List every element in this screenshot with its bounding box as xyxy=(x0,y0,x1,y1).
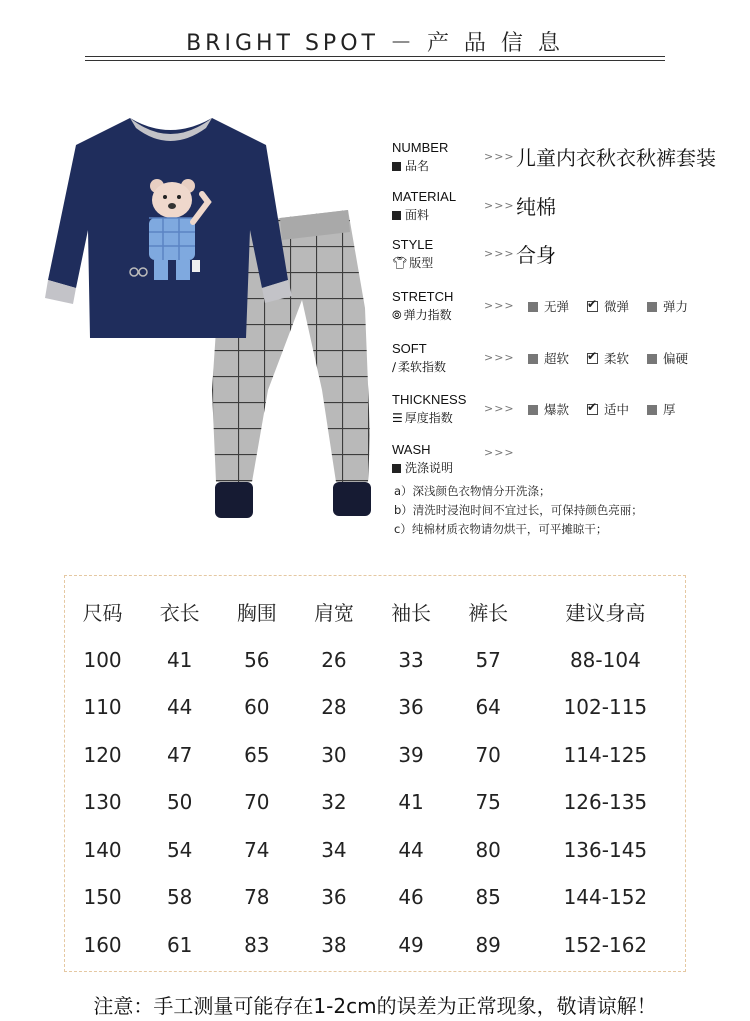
info-en-label: THICKNESS xyxy=(392,392,467,407)
option-elastic: 弹力 xyxy=(647,297,688,315)
option-stiff: 偏硬 xyxy=(647,349,688,367)
header-chest: 胸围 xyxy=(236,600,277,625)
stretch-icon: ⦾ xyxy=(392,308,402,322)
info-en-label: SOFT xyxy=(392,341,427,356)
option-hot: 爆款 xyxy=(528,400,569,418)
info-row-style xyxy=(392,237,742,281)
thickness-options xyxy=(528,400,690,418)
option-medium: ✔ 适中 xyxy=(587,400,629,418)
table-header-row xyxy=(64,586,684,636)
checkbox-checked-icon xyxy=(587,353,598,364)
wash-instructions xyxy=(394,482,643,539)
layers-icon: ☰ xyxy=(392,411,403,425)
table-row: 100 41 56 26 33 57 88-104 xyxy=(83,647,641,672)
material-value: 纯棉 xyxy=(516,195,556,219)
header-shoulder: 肩宽 xyxy=(313,600,354,625)
option-super-soft: 超软 xyxy=(528,349,569,367)
info-cn-label: 版型 xyxy=(409,256,434,270)
arrow-icon: >>> xyxy=(484,150,515,163)
table-row: 140 54 74 34 44 80 136-145 xyxy=(83,837,648,862)
arrow-icon: >>> xyxy=(484,351,515,364)
checkbox-icon xyxy=(647,354,657,364)
checkbox-checked-icon xyxy=(587,301,598,312)
size-table xyxy=(64,586,684,969)
feather-icon: ∕ xyxy=(392,360,397,374)
table-row: 110 44 60 28 36 64 102-115 xyxy=(83,695,648,720)
page-header-title: BRIGHT SPOT － 产 品 信 息 xyxy=(186,31,564,56)
arrow-icon: >>> xyxy=(484,446,515,459)
product-name-value: 儿童内衣秋衣秋裤套装 xyxy=(516,146,716,170)
product-photo xyxy=(30,90,375,540)
pants-left-cuff xyxy=(215,482,253,518)
square-bullet-icon xyxy=(392,464,401,473)
option-no-stretch: 无弹 xyxy=(528,297,569,315)
arrow-icon: >>> xyxy=(484,402,515,415)
tshirt-icon: 👕︎ xyxy=(392,256,408,270)
header-rule-top xyxy=(85,56,665,57)
header-height: 建议身高 xyxy=(565,600,646,625)
info-cn-label: 弹力指数 xyxy=(403,308,452,322)
info-en-label: WASH xyxy=(392,442,431,457)
checkbox-icon xyxy=(528,405,538,415)
table-row: 130 50 70 32 41 75 126-135 xyxy=(83,790,648,815)
info-row-number xyxy=(392,140,742,184)
header-pants-length: 裤长 xyxy=(468,600,509,625)
pants-right-cuff xyxy=(333,482,371,516)
info-en-label: NUMBER xyxy=(392,140,449,155)
checkbox-icon xyxy=(647,405,657,415)
info-row-material xyxy=(392,189,742,233)
option-thick: 厚 xyxy=(647,400,676,418)
info-cn-label: 洗涤说明 xyxy=(405,461,454,475)
info-en-label: MATERIAL xyxy=(392,189,457,204)
info-cn-label: 品名 xyxy=(405,159,430,173)
info-row-stretch xyxy=(392,289,742,333)
arrow-icon: >>> xyxy=(484,247,515,260)
header-rule-bottom xyxy=(85,60,665,61)
header-length: 衣长 xyxy=(159,600,200,625)
info-cn-label: 厚度指数 xyxy=(404,411,453,425)
option-soft: ✔ 柔软 xyxy=(587,349,629,367)
checkbox-icon xyxy=(528,302,538,312)
checkbox-checked-icon xyxy=(587,404,598,415)
stretch-options xyxy=(528,297,702,315)
wash-note: b）清洗时浸泡时间不宜过长，可保持颜色亮丽； xyxy=(394,503,643,517)
header-sleeve: 袖长 xyxy=(391,600,432,625)
info-row-soft xyxy=(392,341,742,385)
checkbox-icon xyxy=(528,354,538,364)
info-row-wash xyxy=(392,442,742,486)
arrow-icon: >>> xyxy=(484,199,515,212)
square-bullet-icon xyxy=(392,162,401,171)
soft-options xyxy=(528,349,702,367)
table-row: 150 58 78 36 46 85 144-152 xyxy=(83,885,648,910)
header-size: 尺码 xyxy=(82,600,123,625)
wash-note: c）纯棉材质衣物请勿烘干，可平摊晾干； xyxy=(394,522,608,536)
info-cn-label: 面料 xyxy=(405,208,430,222)
option-slight-stretch: ✔ 微弹 xyxy=(587,297,629,315)
style-value: 合身 xyxy=(516,243,556,267)
info-en-label: STYLE xyxy=(392,237,434,252)
square-bullet-icon xyxy=(392,211,401,220)
checkbox-icon xyxy=(647,302,657,312)
info-en-label: STRETCH xyxy=(392,289,454,304)
table-row: 160 61 83 38 49 89 152-162 xyxy=(83,932,648,957)
arrow-icon: >>> xyxy=(484,299,515,312)
measurement-note: 注意：手工测量可能存在1-2cm的误差为正常现象，敬请谅解！ xyxy=(93,994,657,1018)
info-cn-label: 柔软指数 xyxy=(398,360,447,374)
info-row-thickness xyxy=(392,392,742,436)
table-row: 120 47 65 30 39 70 114-125 xyxy=(83,742,648,767)
wash-note: a）深浅颜色衣物情分开洗涤； xyxy=(394,484,551,498)
